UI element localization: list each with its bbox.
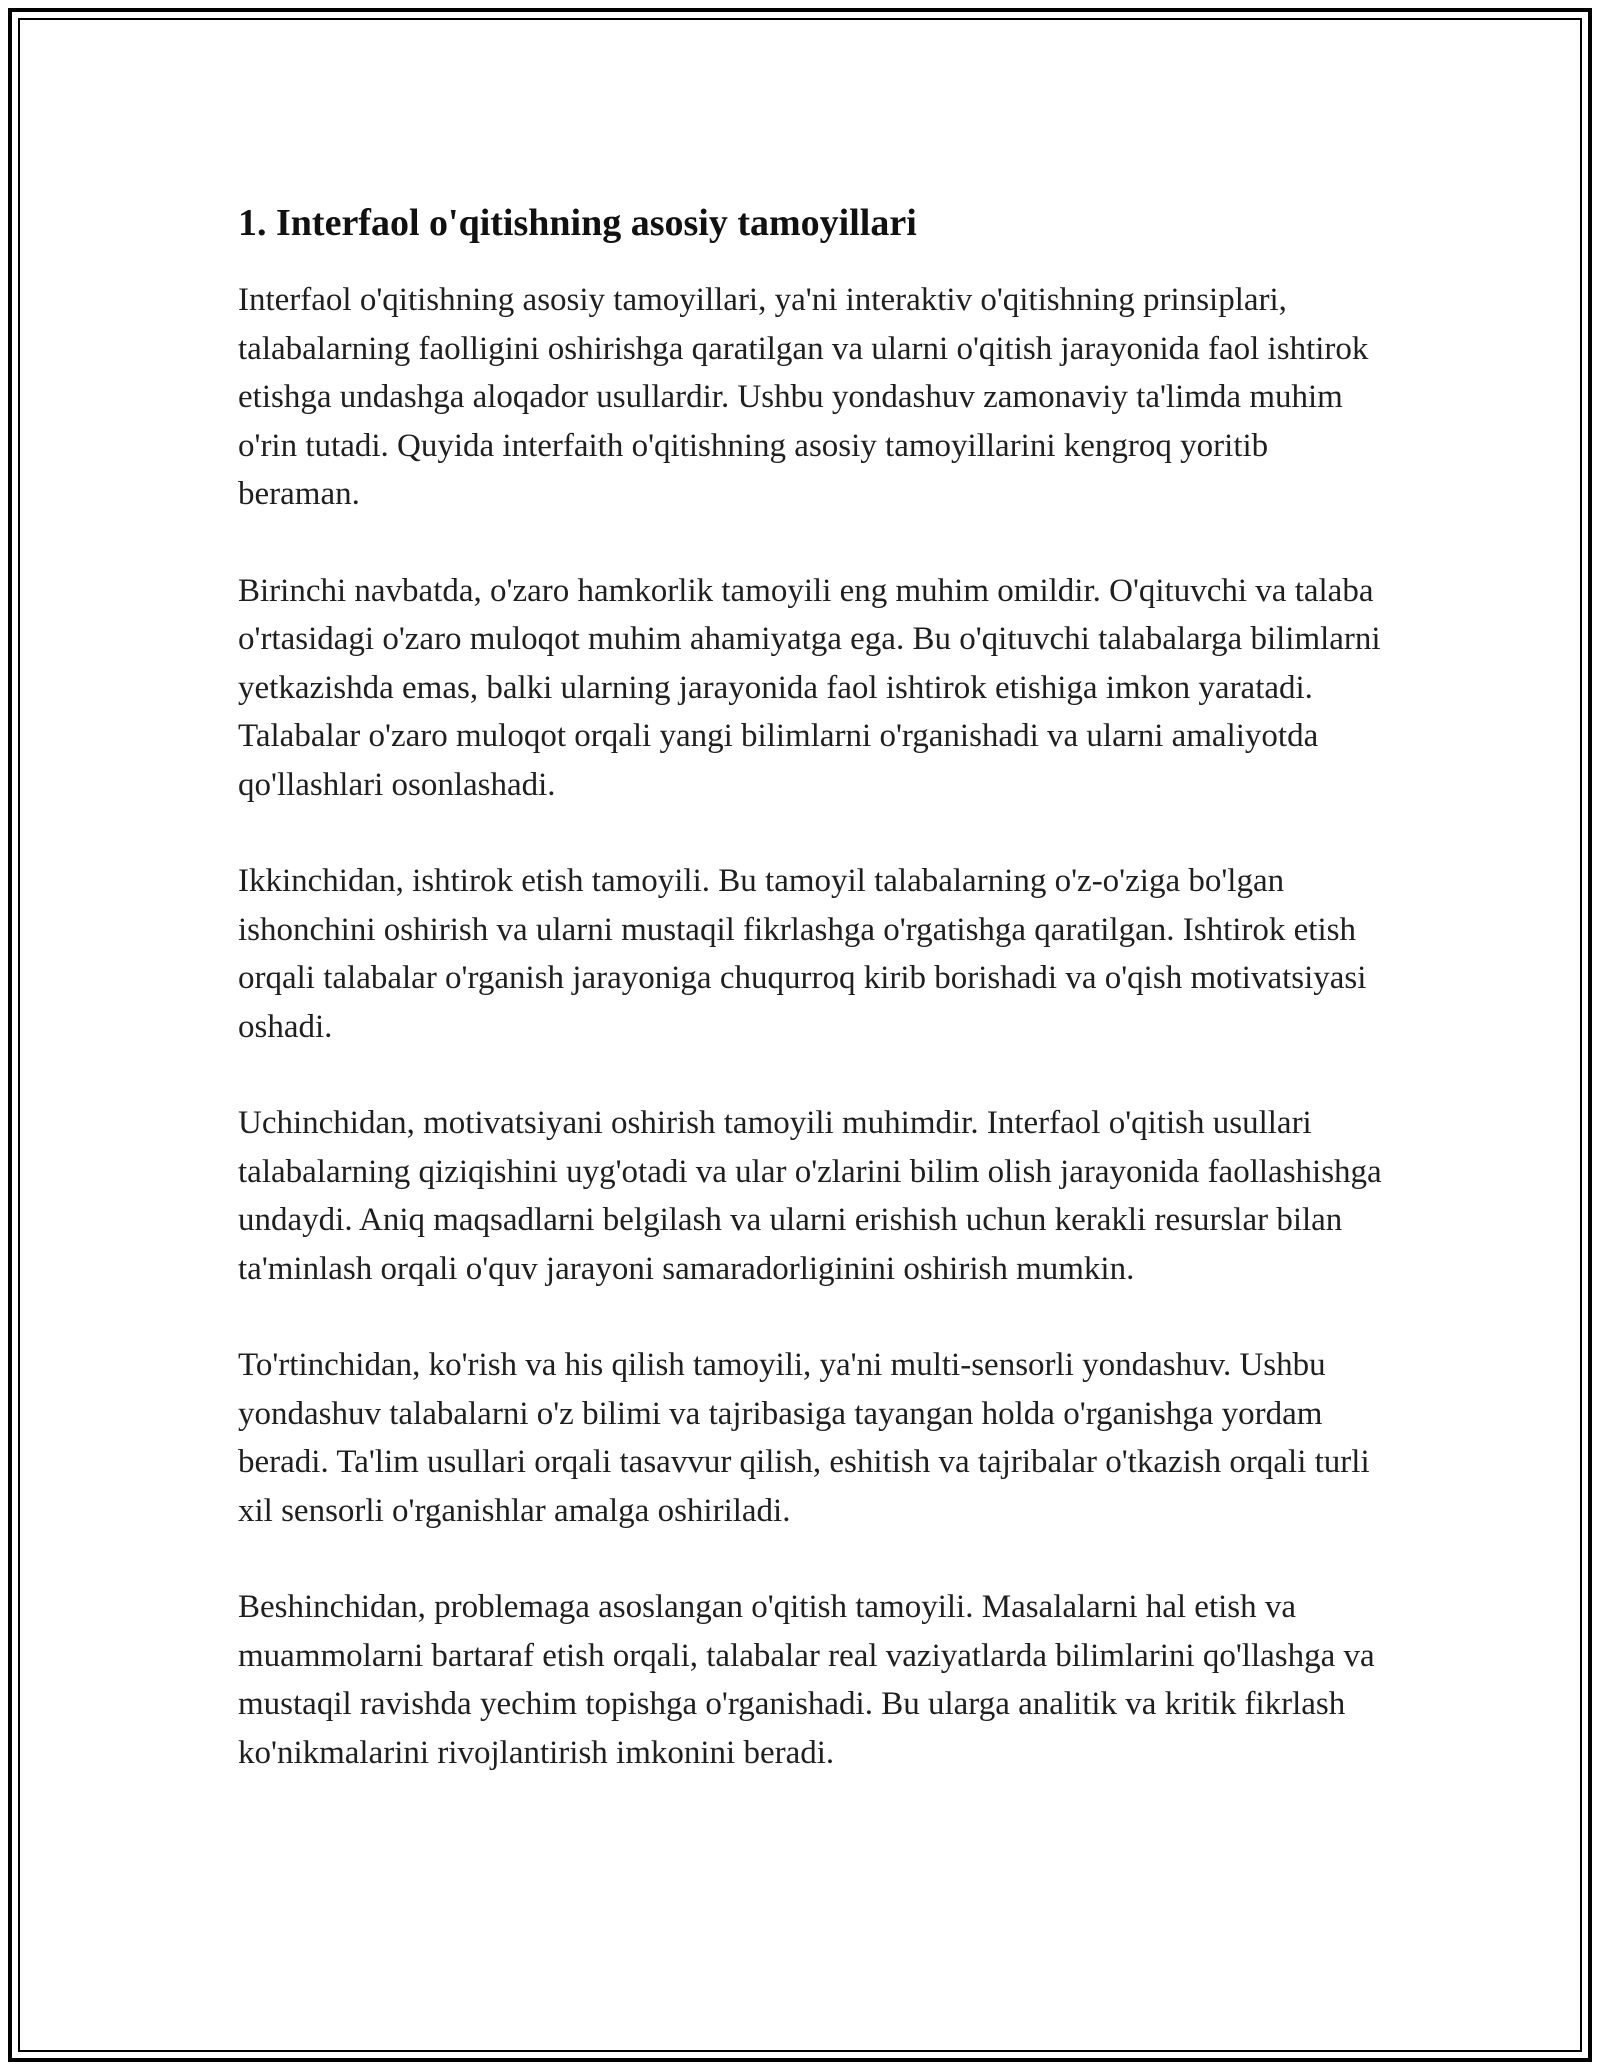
paragraph-second-principle: Ikkinchidan, ishtirok etish tamoyili. Bu tamoyil talabalarning o'z-o'ziga bo'lgan ishonchini oshirish va ularni mustaqil fikrlashga o'rgatishga qaratilgan. Ishtirok etish orqali talabalar o'rganish jarayoniga chuqurroq kirib borishadi va o'qish motivatsiyasi oshadi.	[238, 863, 1367, 1045]
paragraph-third-principle: Uchinchidan, motivatsiyani oshirish tamoyili muhimdir. Interfaol o'qitish usullari talabalarning qiziqishini uyg'otadi va ular o'zlarini bilim olish jarayonida faollashishga undaydi. Aniq maqsadlarni belgilash va ularni erishish uchun kerakli resurslar bilan ta'minlash orqali o'quv jarayoni samaradorliginini oshirish mumkin.	[238, 1105, 1382, 1287]
paragraph-fourth-principle: To'rtinchidan, ko'rish va his qilish tamoyili, ya'ni multi-sensorli yondashuv. Ushbu yondashuv talabalarni o'z bilimi va tajribasiga tayangan holda o'rganishga yordam beradi. Ta'lim usullari orqali tasavvur qilish, eshitish va tajribalar o'tkazish orqali turli xil sensorli o'rganishlar amalga oshiriladi.	[238, 1347, 1370, 1529]
section-heading: 1. Interfaol o'qitishning asosiy tamoyillari	[238, 202, 917, 244]
document-content	[238, 198, 1388, 1777]
paragraph-fifth-principle: Beshinchidan, problemaga asoslangan o'qitish tamoyili. Masalalarni hal etish va muammolarni bartaraf etish orqali, talabalar real vaziyatlarda bilimlarini qo'llashga va mustaqil ravishda yechim topishga o'rganishadi. Bu ularga analitik va kritik fikrlash ko'nikmalarini rivojlantirish imkonini beradi.	[238, 1589, 1375, 1771]
paragraph-intro: Interfaol o'qitishning asosiy tamoyillari, ya'ni interaktiv o'qitishning prinsiplari, talabalarning faolligini oshirishga qaratilgan va ularni o'qitish jarayonida faol ishtirok etishga undashga aloqador usullardir. Ushbu yondashuv zamonaviy ta'limda muhim o'rin tutadi. Quyida interfaith o'qitishning asosiy tamoyillarini kengroq yoritib beraman.	[238, 282, 1369, 512]
document-page	[8, 8, 1592, 2062]
paragraph-first-principle: Birinchi navbatda, o'zaro hamkorlik tamoyili eng muhim omildir. O'qituvchi va talaba o'rtasidagi o'zaro muloqot muhim ahamiyatga ega. Bu o'qituvchi talabalarga bilimlarni yetkazishda emas, balki ularning jarayonida faol ishtirok etishiga imkon yaratadi. Talabalar o'zaro muloqot orqali yangi bilimlarni o'rganishadi va ularni amaliyotda qo'llashlari osonlashadi.	[238, 572, 1381, 803]
